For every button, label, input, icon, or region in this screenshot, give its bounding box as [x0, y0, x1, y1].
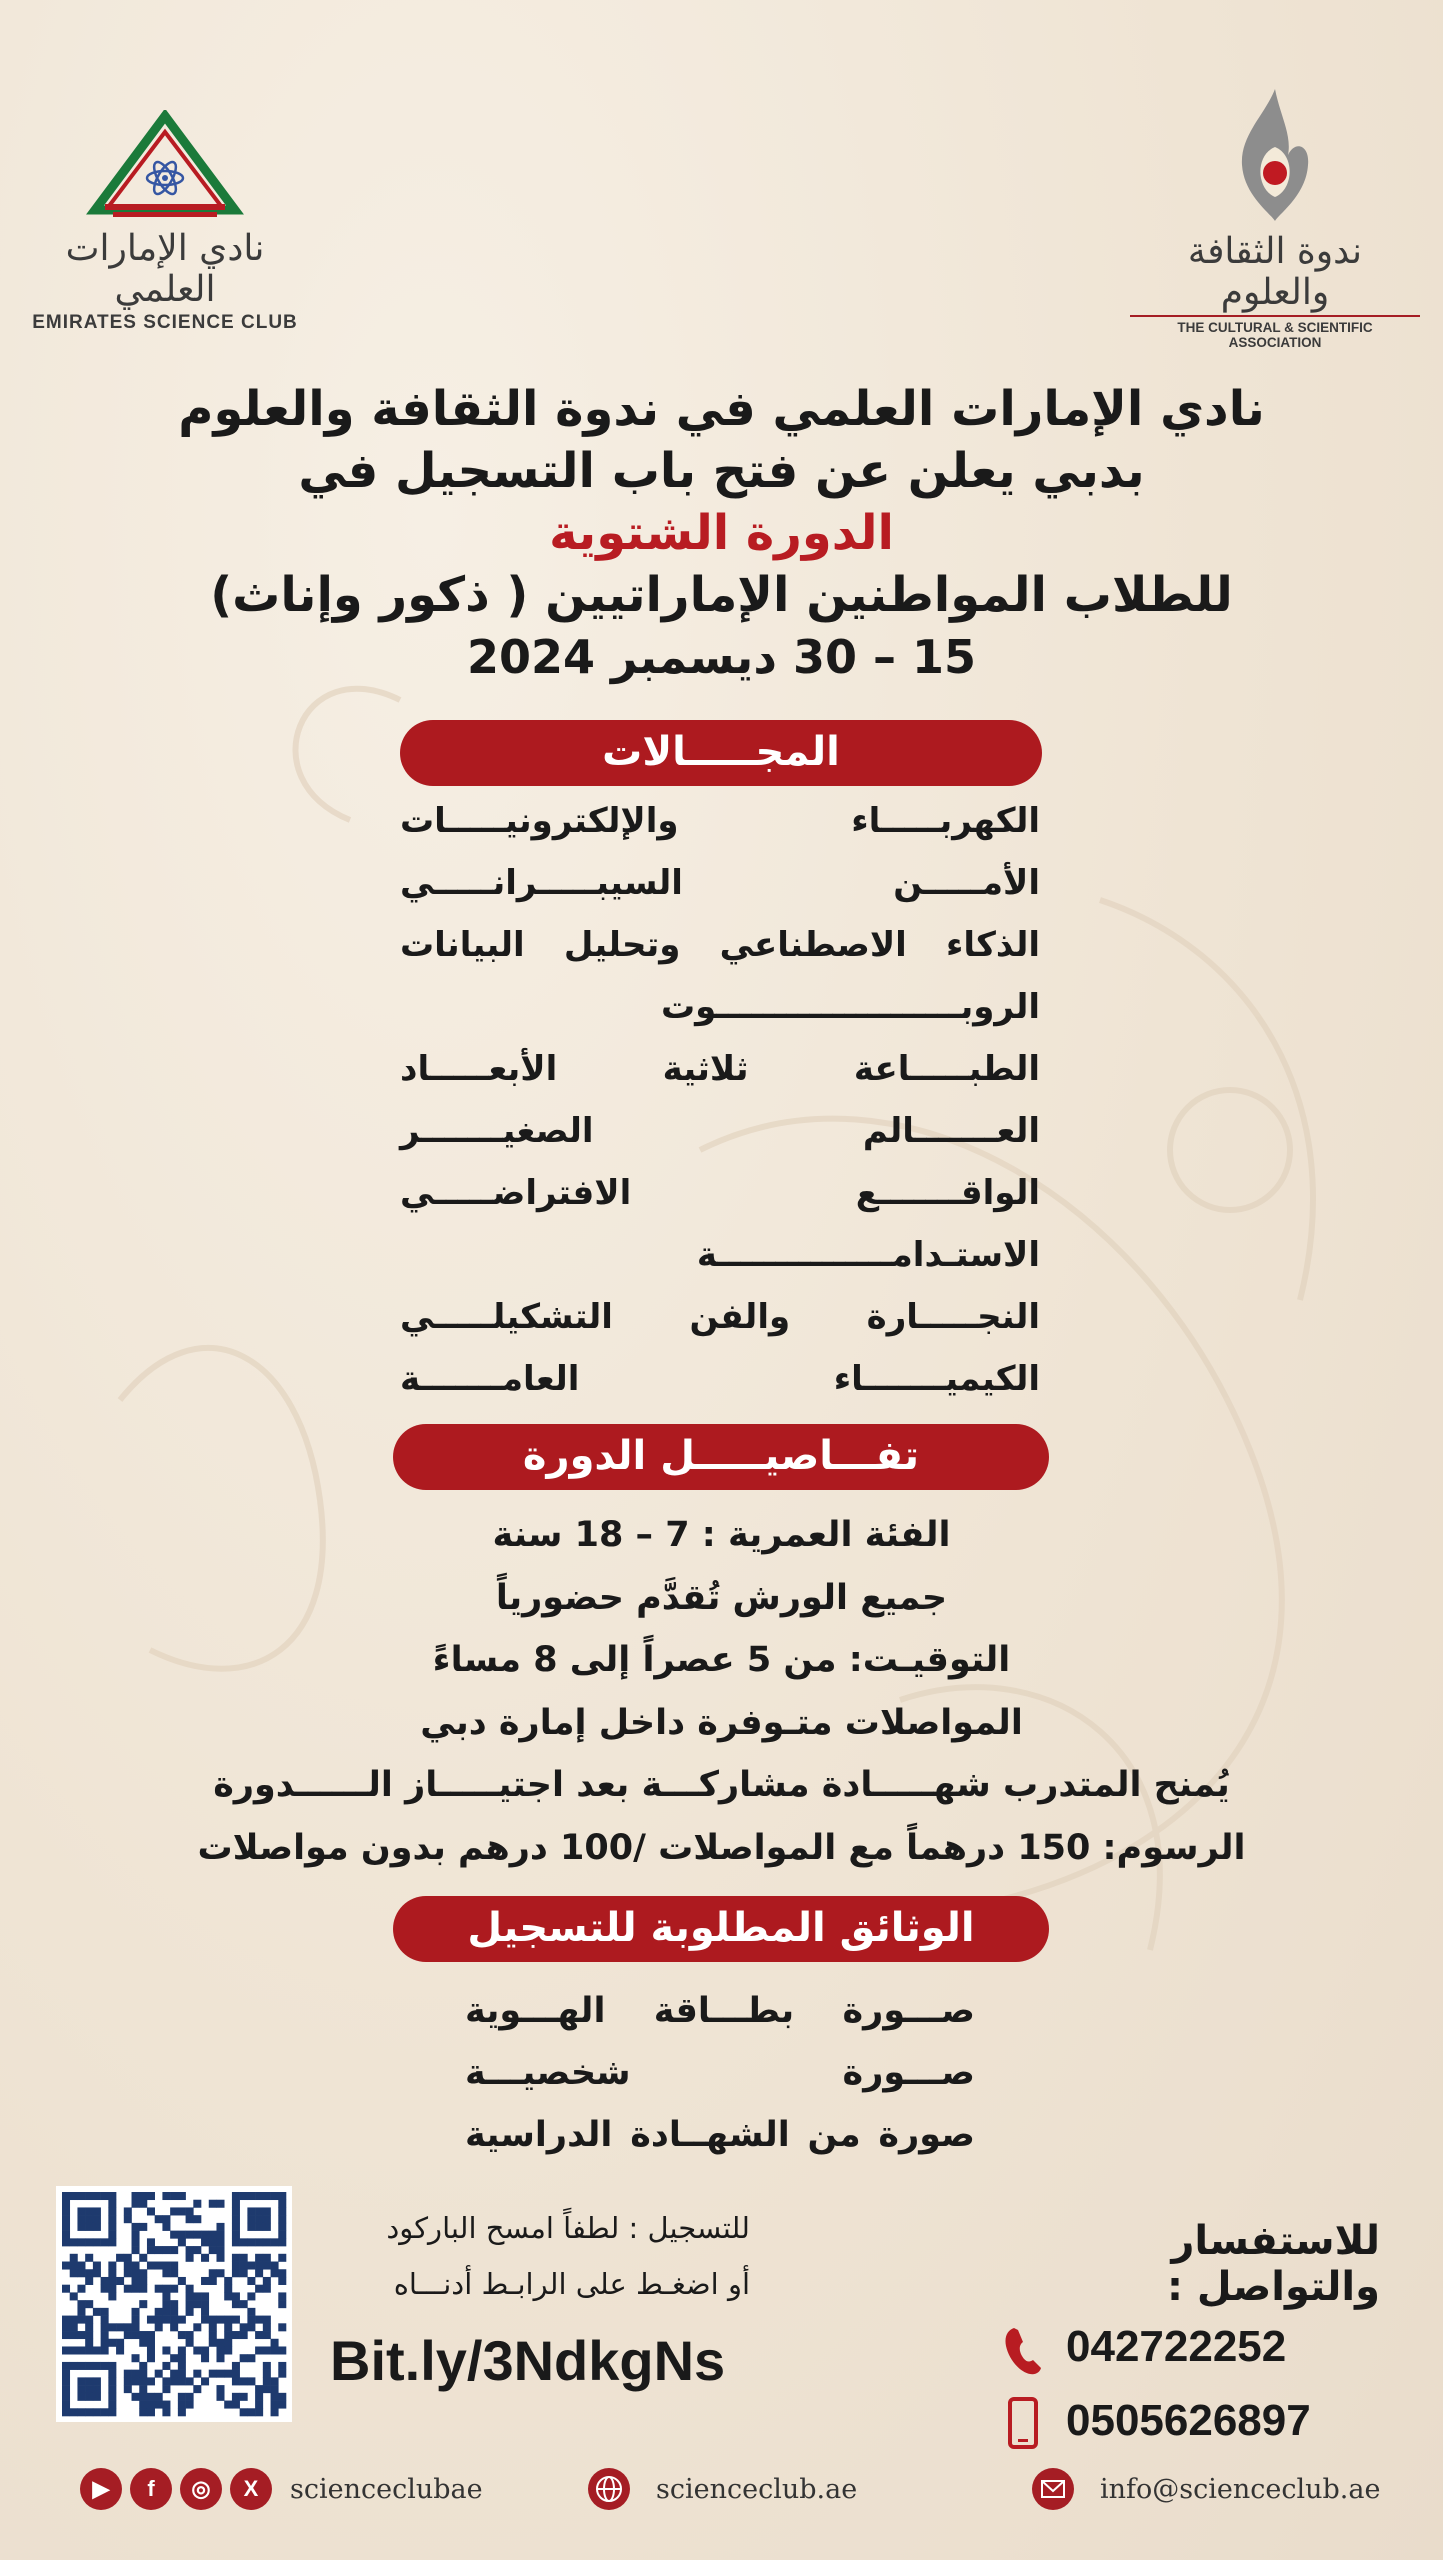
social-handle[interactable]: scienceclubae — [290, 2474, 483, 2505]
headline-line-1: نادي الإمارات العلمي في ندوة الثقافة والعلوم — [178, 381, 1265, 437]
field-item: النجـــــارة والفن التشكيلـــــي — [400, 1297, 1040, 1337]
qr-code-icon — [56, 2186, 292, 2422]
logo-english-text: THE CULTURAL & SCIENTIFIC ASSOCIATION — [1130, 315, 1420, 350]
website-link[interactable]: scienceclub.ae — [656, 2474, 858, 2505]
headline-dates: 15 – 30 ديسمبر 2024 — [466, 630, 977, 684]
email-link[interactable]: info@scienceclub.ae — [1100, 2474, 1381, 2505]
document-item: صـــورة بطـــاقة الهـــوية — [465, 1991, 975, 2031]
field-item: الروبـــــــــــــــــــــوت — [661, 987, 1040, 1027]
logo-arabic-text: ندوة الثقافة والعلوم — [1187, 231, 1363, 313]
registration-qr-code[interactable] — [56, 2186, 292, 2422]
announcement-headline — [80, 378, 1363, 688]
footer — [0, 2462, 1443, 2522]
headline-winter-course: الدورة الشتوية — [549, 505, 894, 561]
mail-icon — [1030, 2466, 1076, 2512]
headline-audience: للطلاب المواطنين الإماراتيين ( ذكور وإناث) — [210, 567, 1233, 623]
details-transport: المواصلات متـوفرة داخل إمارة دبي — [420, 1702, 1023, 1743]
logo-english-text: EMIRATES SCIENCE CLUB — [32, 312, 298, 333]
registration-link-text: أو اضغـط على الرابـط أدنـــاه — [393, 2267, 750, 2301]
field-item: الطبـــــاعة ثلاثية الأبعـــــاد — [400, 1049, 1040, 1089]
details-timing: التوقيـت: من 5 عصراً إلى 8 مساءً — [432, 1640, 1011, 1680]
details-attendance: جميع الورش تُقدَّم حضورياً — [495, 1577, 948, 1618]
documents-section-header: الوثائق المطلوبة للتسجيل — [393, 1896, 1049, 1962]
fields-section-header: المجـــــالات — [400, 720, 1042, 786]
required-documents-list — [465, 1980, 975, 2166]
flame-emblem-icon — [1220, 85, 1330, 225]
cultural-scientific-association-logo — [1130, 85, 1420, 350]
youtube-icon[interactable]: ▶ — [80, 2468, 122, 2510]
triangle-atom-icon — [85, 110, 245, 220]
field-item: الأمـــــن السيبـــــرانـــــي — [400, 863, 1040, 903]
registration-instructions — [330, 2200, 750, 2393]
mobile-icon — [1000, 2396, 1048, 2452]
logo-arabic-text: نادي الإمارات العلمي — [65, 228, 265, 310]
details-fees: الرسوم: 150 درهماً مع المواصلات /100 درهم بدون مواصلات — [197, 1827, 1246, 1868]
field-item: الذكاء الاصطناعي وتحليل البيانات — [400, 925, 1040, 965]
phone-icon — [1000, 2322, 1048, 2378]
course-details-list — [120, 1504, 1323, 1879]
x-icon[interactable]: X — [230, 2468, 272, 2510]
phone-number[interactable]: 042722252 — [1066, 2322, 1287, 2371]
mobile-number[interactable]: 0505626897 — [1066, 2396, 1311, 2445]
facebook-icon[interactable]: f — [130, 2468, 172, 2510]
document-item: صورة من الشهــادة الدراسية — [465, 2115, 975, 2155]
field-item: الكيميـــــــاء العامـــــــة — [400, 1359, 1040, 1399]
fields-list — [400, 790, 1040, 1410]
document-item: صـــورة شخصيـــة — [465, 2053, 975, 2093]
mobile-row[interactable] — [980, 2392, 1380, 2458]
social-icons — [80, 2468, 272, 2510]
emirates-science-club-logo — [30, 110, 300, 334]
registration-scan-text: للتسجيل : لطفاً امسح الباركود — [386, 2211, 750, 2245]
field-item: الاستـدامـــــــــــــــة — [696, 1235, 1040, 1275]
globe-icon — [586, 2466, 632, 2512]
details-age: الفئة العمرية : 7 – 18 سنة — [492, 1515, 951, 1555]
field-item: الواقـــــــع الافتراضـــــي — [400, 1173, 1040, 1213]
phone-row[interactable] — [980, 2318, 1380, 2384]
contact-section — [980, 2218, 1380, 2458]
details-section-header: تفـــاصيـــــل الدورة — [393, 1424, 1049, 1490]
instagram-icon[interactable]: ◎ — [180, 2468, 222, 2510]
field-item: الكهربـــــاء والإلكترونيـــــات — [400, 801, 1040, 841]
field-item: العـــــــالم الصغيـــــــر — [400, 1111, 1040, 1151]
registration-link[interactable]: Bit.ly/3NdkgNs — [330, 2329, 726, 2392]
details-certificate: يُمنح المتدرب شهـــــادة مشاركـــة بعد اجتيـــــاز الــــــدورة — [213, 1765, 1230, 1805]
headline-line-2: بدبي يعلن عن فتح باب التسجيل في — [298, 443, 1145, 499]
contact-title: للاستفسار والتواصل : — [1167, 2218, 1380, 2310]
